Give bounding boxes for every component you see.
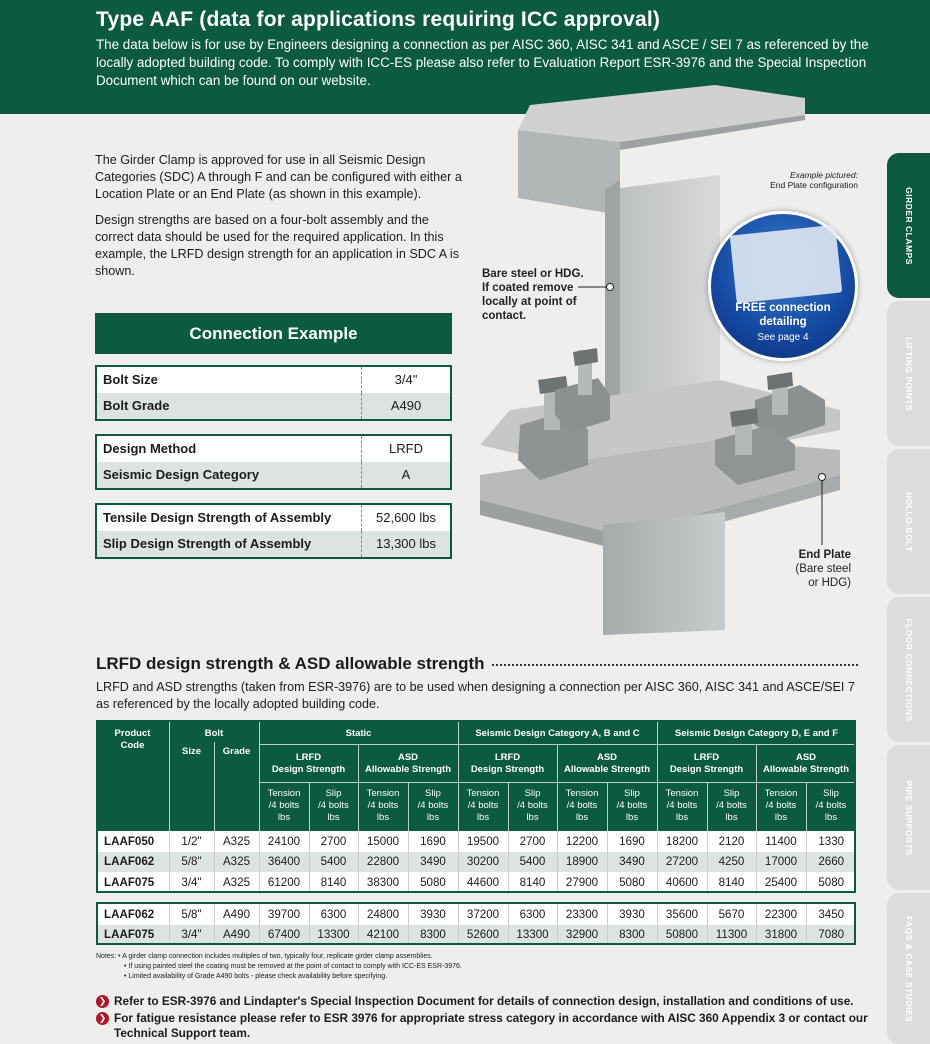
callout-bare-steel: Bare steel or HDG. If coated remove locally at point of contact. — [482, 268, 584, 322]
arrow-right-icon: ❯ — [96, 995, 109, 1008]
table-cell: 13300 — [508, 925, 557, 946]
section-description: LRFD and ASD strengths (taken from ESR-3976) are to be used when designing a connection per AISC 360, AISC 341 and ASCE/SEI 7 as referenced by the locally adopted building code. — [96, 680, 855, 711]
header-tension: Tension /4 bolts lbs — [466, 788, 500, 823]
header-asd: ASD Allowable Strength — [563, 752, 651, 775]
free-detailing-badge[interactable] — [708, 211, 858, 361]
header-size: Size — [181, 746, 201, 757]
table-cell: 61200 — [259, 872, 309, 893]
table-cell: 2120 — [707, 831, 756, 852]
table-cell: 2700 — [508, 831, 557, 852]
table-cell: 40600 — [657, 872, 707, 893]
table-cell: 11300 — [707, 925, 756, 946]
bolt-info-table — [95, 365, 452, 421]
table-cell: 5080 — [408, 872, 458, 893]
tab-label: HOLLO-BOLT — [903, 491, 914, 552]
reference-2-text: For fatigue resistance please refer to ESR 3976 for appropriate stress category in accordance with AISC 360 Appendix 3 or contact our Technical Support team. — [114, 1011, 868, 1040]
header-lrfd: LRFD Design Strength — [470, 752, 545, 775]
table-cell: 13300 — [309, 925, 358, 946]
table-cell: 1330 — [806, 831, 856, 852]
intro — [95, 152, 470, 280]
table-cell: 12200 — [557, 831, 607, 852]
design-method-value: LRFD — [389, 441, 423, 456]
table-row — [96, 852, 856, 873]
table-row — [96, 872, 856, 893]
table-cell: 44600 — [458, 872, 508, 893]
table-cell: 2660 — [806, 852, 856, 873]
table-cell: 3490 — [408, 852, 458, 873]
design-method-row — [97, 436, 450, 462]
intro-paragraph-1: The Girder Clamp is approved for use in all Seismic Design Categories (SDC) A through F and can be configured with either a Location Plate or an End Plate (as shown in this example). — [95, 153, 462, 201]
tab-floor-connections[interactable] — [887, 597, 930, 742]
table-cell: 18200 — [657, 831, 707, 852]
table-cell: 8300 — [607, 925, 657, 946]
tab-label: PIPE SUPPORTS — [903, 780, 914, 855]
table-row — [96, 831, 856, 852]
table-row — [96, 904, 856, 925]
badge-line-1: FREE connection — [735, 302, 831, 314]
arrow-right-icon: ❯ — [96, 1012, 109, 1025]
table-cell: A490 — [214, 904, 259, 925]
strength-table — [95, 503, 452, 559]
header-slip: Slip /4 bolts lbs — [517, 788, 548, 823]
support-stub — [603, 512, 725, 635]
table-cell: 5080 — [607, 872, 657, 893]
table-cell: 37200 — [458, 904, 508, 925]
table-cell: 11400 — [756, 831, 806, 852]
header-lrfd: LRFD Design Strength — [271, 752, 346, 775]
table-cell: 4250 — [707, 852, 756, 873]
top-flange-side — [518, 130, 620, 215]
table-cell: 2700 — [309, 831, 358, 852]
header-tension: Tension /4 bolts lbs — [565, 788, 599, 823]
tab-label: LIFTING POINTS — [903, 336, 914, 411]
table-cell: 3490 — [607, 852, 657, 873]
header-asd: ASD Allowable Strength — [762, 752, 850, 775]
header-sdc-abc: Seismic Design Category A, B and C — [475, 728, 640, 739]
table-cell: 1690 — [607, 831, 657, 852]
table-cell: 6300 — [309, 904, 358, 925]
table-cell: 19500 — [458, 831, 508, 852]
table-cell: 5400 — [508, 852, 557, 873]
slip-label: Slip Design Strength of Assembly — [97, 531, 362, 557]
product-code-cell: LAAF075 — [96, 872, 169, 893]
tab-girder-clamps[interactable] — [887, 153, 930, 298]
notes — [96, 952, 462, 982]
table-row — [96, 925, 856, 946]
header-slip: Slip /4 bolts lbs — [815, 788, 847, 823]
example-note-line2: End Plate configuration — [770, 180, 858, 190]
table-cell: 50800 — [657, 925, 707, 946]
design-method-table — [95, 434, 452, 490]
table-cell: 27900 — [557, 872, 607, 893]
note-3: • Limited availability of Grade A490 bolts - please check availability before specifying. — [124, 973, 388, 980]
tab-faqs-case-studies[interactable] — [887, 893, 930, 1044]
tensile-value: 52,600 lbs — [376, 510, 436, 525]
connection-example-title: Connection Example — [95, 313, 452, 354]
table-cell: 67400 — [259, 925, 309, 946]
product-code-cell: LAAF075 — [96, 925, 169, 946]
badge-line-2: detailing — [759, 316, 807, 328]
header-slip: Slip /4 bolts lbs — [318, 788, 349, 823]
table-cell: 1/2" — [169, 831, 214, 852]
strength-table-a490 — [96, 904, 856, 945]
header-lrfd: LRFD Design Strength — [669, 752, 744, 775]
header-product-code: Product Code — [114, 728, 151, 751]
table-cell: 3/4" — [169, 872, 214, 893]
section-title — [96, 653, 858, 675]
callout-dot-bare-steel — [607, 284, 614, 291]
table-cell: 5/8" — [169, 904, 214, 925]
table-cell: 8300 — [408, 925, 458, 946]
table-cell: 35600 — [657, 904, 707, 925]
table-cell: 5670 — [707, 904, 756, 925]
header-static: Static — [345, 728, 372, 739]
reference-1-text: Refer to ESR-3976 and Lindapter's Special Inspection Document for details of connection design, installation and conditions of use. — [114, 994, 854, 1008]
design-method-label: Design Method — [97, 436, 362, 462]
references — [96, 994, 876, 1043]
header-asd: ASD Allowable Strength — [364, 752, 452, 775]
tensile-label: Tensile Design Strength of Assembly — [97, 505, 362, 531]
tensile-row — [97, 505, 450, 531]
sdc-value: A — [401, 467, 411, 482]
strength-table-a325 — [96, 831, 856, 893]
header-tension: Tension /4 bolts lbs — [267, 788, 301, 823]
reference-1 — [96, 994, 876, 1009]
product-code-cell: LAAF062 — [96, 904, 169, 925]
table-cell: A490 — [214, 925, 259, 946]
table-cell: A325 — [214, 872, 259, 893]
document-thumbnail-icon — [730, 225, 843, 304]
bolt-size-row — [97, 367, 450, 393]
tab-lifting-points[interactable] — [887, 301, 930, 446]
header-slip: Slip /4 bolts lbs — [716, 788, 747, 823]
table-cell: 36400 — [259, 852, 309, 873]
tab-label: FLOOR CONNECTIONS — [903, 617, 914, 722]
table-cell: 31800 — [756, 925, 806, 946]
table-cell: 24100 — [259, 831, 309, 852]
table-cell: 17000 — [756, 852, 806, 873]
note-1: Notes: • A girder clamp connection includes multiples of two, typically four, replicate girder clamp assemblies. — [96, 953, 433, 960]
table-cell: 8140 — [707, 872, 756, 893]
bolt-size-value: 3/4" — [394, 372, 418, 387]
tab-label: GIRDER CLAMPS — [903, 186, 914, 265]
table-cell: 3450 — [806, 904, 856, 925]
bolt-grade-label: Bolt Grade — [97, 393, 362, 419]
table-cell: 38300 — [358, 872, 408, 893]
tab-label: FAQS & CASE STUDIES — [903, 915, 914, 1022]
header-bolt: Bolt — [204, 728, 224, 739]
header-text: The data below is for use by Engineers designing a connection as per AISC 360, AISC 341 and ASCE / SEI 7 as referenced by the locally adopted building code. To comply with ICC-ES please also refer to Evaluation Report ESR-3976 and the Special Inspection Document which can be found on our website. — [96, 37, 869, 88]
note-2: • If using painted steel the coating must be removed at the point of contact to comply with ICC-ES ESR-3976. — [124, 963, 462, 970]
header-sdc-def: Seismic Design Category D, E and F — [674, 728, 839, 739]
table-cell: 32900 — [557, 925, 607, 946]
sdc-row — [97, 462, 450, 488]
example-note — [746, 170, 858, 190]
slip-row — [97, 531, 450, 557]
callout-dot-end-plate — [819, 474, 826, 481]
product-code-cell: LAAF050 — [96, 831, 169, 852]
table-cell: 23300 — [557, 904, 607, 925]
table-cell: 24800 — [358, 904, 408, 925]
badge-line-3: See page 4 — [757, 332, 809, 343]
table-cell: A325 — [214, 852, 259, 873]
section-heading: LRFD design strength & ASD allowable strength — [96, 653, 491, 675]
table-cell: 39700 — [259, 904, 309, 925]
table-cell: 22800 — [358, 852, 408, 873]
table-cell: 7080 — [806, 925, 856, 946]
header-slip: Slip /4 bolts lbs — [417, 788, 449, 823]
sdc-label: Seismic Design Category — [97, 462, 362, 488]
header-slip: Slip /4 bolts lbs — [616, 788, 648, 823]
example-note-line1: Example pictured: — [789, 170, 858, 180]
table-cell: 22300 — [756, 904, 806, 925]
table-cell: 5400 — [309, 852, 358, 873]
callout-end-plate-sub: (Bare steel or HDG) — [795, 563, 851, 589]
table-cell: 5080 — [806, 872, 856, 893]
tab-hollo-bolt[interactable] — [887, 449, 930, 594]
table-cell: 15000 — [358, 831, 408, 852]
table-cell: 1690 — [408, 831, 458, 852]
table-cell: 27200 — [657, 852, 707, 873]
table-cell: 30200 — [458, 852, 508, 873]
bolt-grade-value: A490 — [390, 398, 422, 413]
table-cell: 52600 — [458, 925, 508, 946]
table-cell: A325 — [214, 831, 259, 852]
slip-value: 13,300 lbs — [376, 536, 436, 551]
header-tension: Tension /4 bolts lbs — [764, 788, 798, 823]
intro-paragraph-2: Design strengths are based on a four-bolt assembly and the correct data should be used for the required application. In this example, the LRFD design strength for an application in SDC A is shown. — [95, 213, 460, 278]
table-cell: 18900 — [557, 852, 607, 873]
girder-clamp-left-back — [555, 348, 610, 432]
bolt-grade-row — [97, 393, 450, 419]
table-cell: 3930 — [408, 904, 458, 925]
header-tension: Tension /4 bolts lbs — [366, 788, 400, 823]
table-cell: 8140 — [309, 872, 358, 893]
bolt-size-label: Bolt Size — [97, 367, 362, 393]
tab-pipe-supports[interactable] — [887, 745, 930, 890]
table-cell: 42100 — [358, 925, 408, 946]
reference-2 — [96, 1011, 876, 1041]
page-title: Type AAF (data for applications requiring ICC approval) — [96, 8, 661, 31]
table-cell: 8140 — [508, 872, 557, 893]
callout-end-plate-title: End Plate — [798, 549, 851, 561]
product-code-cell: LAAF062 — [96, 852, 169, 873]
table-cell: 3/4" — [169, 925, 214, 946]
table-cell: 5/8" — [169, 852, 214, 873]
table-cell: 3930 — [607, 904, 657, 925]
header-tension: Tension /4 bolts lbs — [665, 788, 699, 823]
callout-end-plate — [790, 548, 851, 590]
header-grade: Grade — [222, 746, 251, 757]
table-header — [96, 720, 856, 831]
table-cell: 25400 — [756, 872, 806, 893]
table-cell: 6300 — [508, 904, 557, 925]
top-flange — [518, 85, 805, 142]
